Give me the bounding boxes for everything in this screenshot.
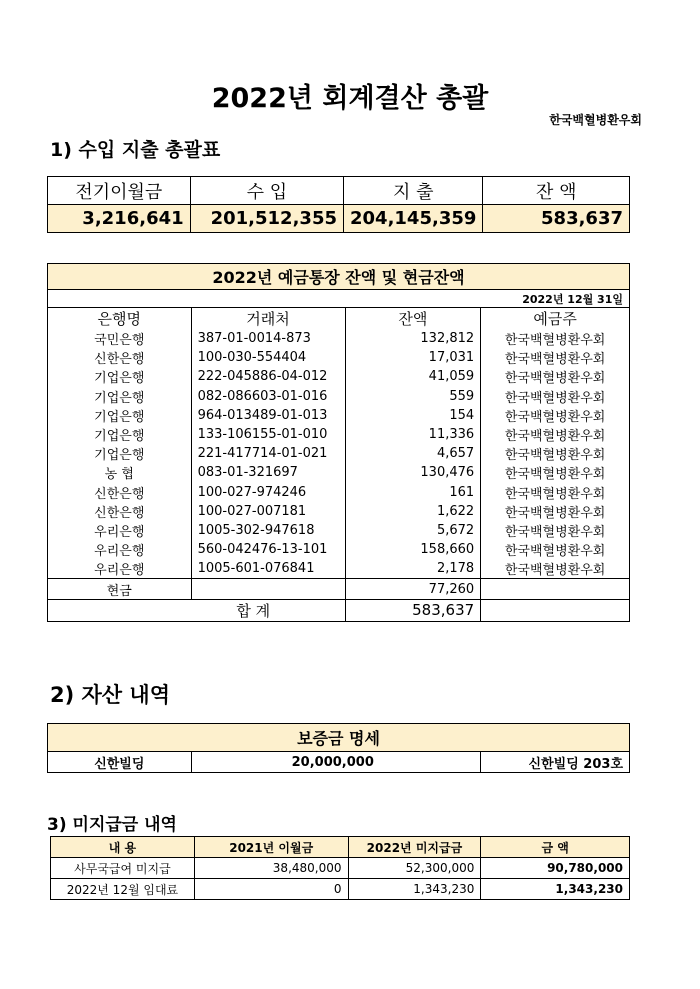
bank-row <box>48 559 630 579</box>
unpaid-desc: 사무국급여 미지급 <box>51 858 195 879</box>
cash-value: 77,260 <box>345 579 481 599</box>
bank-account: 083-01-321697 <box>191 463 345 482</box>
summary-value-row <box>48 205 630 233</box>
deposit-title: 보증금 명세 <box>48 724 630 752</box>
bank-balance: 11,336 <box>345 425 481 444</box>
bank-account: 100-027-007181 <box>191 502 345 521</box>
header-balance: 잔 액 <box>483 177 630 205</box>
bank-holder: 한국백혈병환우회 <box>481 559 630 579</box>
unpaid-header-desc: 내 용 <box>51 837 195 858</box>
bank-header-holder: 예금주 <box>481 308 630 330</box>
bank-holder: 한국백혈병환우회 <box>481 425 630 444</box>
bank-account: 100-030-554404 <box>191 348 345 367</box>
bank-table-title: 2022년 예금통장 잔액 및 현금잔액 <box>48 264 630 290</box>
value-income: 201,512,355 <box>190 205 343 233</box>
header-income: 수 입 <box>190 177 343 205</box>
bank-name: 신한은행 <box>48 348 192 367</box>
deposit-note: 신한빌딩 203호 <box>481 752 630 773</box>
bank-holder: 한국백혈병환우회 <box>481 444 630 463</box>
bank-header-account: 거래처 <box>191 308 345 330</box>
organization-name: 한국백혈병환우회 <box>549 113 642 127</box>
bank-holder: 한국백혈병환우회 <box>481 387 630 406</box>
bank-account: 100-027-974246 <box>191 483 345 502</box>
bank-account: 560-042476-13-101 <box>191 540 345 559</box>
bank-balance: 2,178 <box>345 559 481 579</box>
bank-row <box>48 483 630 502</box>
bank-holder: 한국백혈병환우회 <box>481 502 630 521</box>
bank-account: 1005-302-947618 <box>191 521 345 540</box>
bank-balance: 17,031 <box>345 348 481 367</box>
bank-row <box>48 463 630 482</box>
bank-name: 신한은행 <box>48 502 192 521</box>
bank-balance: 158,660 <box>345 540 481 559</box>
unpaid-carry: 38,480,000 <box>194 858 348 879</box>
bank-balance: 161 <box>345 483 481 502</box>
bank-balance: 130,476 <box>345 463 481 482</box>
unpaid-row <box>51 879 630 900</box>
bank-table-date: 2022년 12월 31일 <box>48 290 630 308</box>
total-label: 합 계 <box>48 599 346 621</box>
deposit-table <box>47 723 630 773</box>
bank-name: 국민은행 <box>48 329 192 348</box>
deposit-row <box>48 752 630 773</box>
unpaid-row <box>51 858 630 879</box>
bank-name: 우리은행 <box>48 521 192 540</box>
bank-row <box>48 502 630 521</box>
bank-account: 1005-601-076841 <box>191 559 345 579</box>
bank-header-balance: 잔액 <box>345 308 481 330</box>
bank-account: 133-106155-01-010 <box>191 425 345 444</box>
bank-holder: 한국백혈병환우회 <box>481 348 630 367</box>
bank-balance: 132,812 <box>345 329 481 348</box>
bank-holder: 한국백혈병환우회 <box>481 463 630 482</box>
bank-name: 우리은행 <box>48 559 192 579</box>
total-row <box>48 599 630 621</box>
section3-heading: 3) 미지급금 내역 <box>47 815 177 835</box>
bank-balance: 154 <box>345 406 481 425</box>
bank-account: 387-01-0014-873 <box>191 329 345 348</box>
bank-holder: 한국백혈병환우회 <box>481 329 630 348</box>
bank-row <box>48 387 630 406</box>
unpaid-carry: 0 <box>194 879 348 900</box>
unpaid-unpaid: 52,300,000 <box>348 858 481 879</box>
unpaid-unpaid: 1,343,230 <box>348 879 481 900</box>
header-expense: 지 출 <box>344 177 483 205</box>
deposit-amount: 20,000,000 <box>191 752 481 773</box>
unpaid-table <box>50 836 630 900</box>
bank-row <box>48 348 630 367</box>
bank-balance: 559 <box>345 387 481 406</box>
bank-header-name: 은행명 <box>48 308 192 330</box>
value-balance: 583,637 <box>483 205 630 233</box>
bank-account: 964-013489-01-013 <box>191 406 345 425</box>
unpaid-header-amount: 금 액 <box>481 837 630 858</box>
section1-heading: 1) 수입 지출 총괄표 <box>50 139 221 161</box>
total-value: 583,637 <box>345 599 481 621</box>
summary-header-row <box>48 177 630 205</box>
header-carryover: 전기이월금 <box>48 177 191 205</box>
bank-account: 222-045886-04-012 <box>191 367 345 386</box>
cash-label: 현금 <box>48 579 192 599</box>
section2-heading: 2) 자산 내역 <box>50 683 170 707</box>
unpaid-header-row <box>51 837 630 858</box>
bank-balance: 4,657 <box>345 444 481 463</box>
bank-holder: 한국백혈병환우회 <box>481 540 630 559</box>
unpaid-header-carry: 2021년 이월금 <box>194 837 348 858</box>
bank-row <box>48 444 630 463</box>
bank-name: 기업은행 <box>48 425 192 444</box>
bank-name: 기업은행 <box>48 406 192 425</box>
bank-row <box>48 329 630 348</box>
deposit-name: 신한빌딩 <box>48 752 192 773</box>
unpaid-amount: 90,780,000 <box>481 858 630 879</box>
bank-holder: 한국백혈병환우회 <box>481 521 630 540</box>
bank-name: 기업은행 <box>48 387 192 406</box>
bank-balance: 41,059 <box>345 367 481 386</box>
bank-row <box>48 521 630 540</box>
unpaid-desc: 2022년 12월 임대료 <box>51 879 195 900</box>
bank-holder: 한국백혈병환우회 <box>481 406 630 425</box>
bank-holder: 한국백혈병환우회 <box>481 367 630 386</box>
bank-name: 우리은행 <box>48 540 192 559</box>
value-carryover: 3,216,641 <box>48 205 191 233</box>
bank-row <box>48 540 630 559</box>
cash-row <box>48 579 630 599</box>
bank-row <box>48 406 630 425</box>
bank-name: 신한은행 <box>48 483 192 502</box>
bank-row <box>48 367 630 386</box>
bank-account: 082-086603-01-016 <box>191 387 345 406</box>
bank-account: 221-417714-01-021 <box>191 444 345 463</box>
unpaid-header-unpaid: 2022년 미지급금 <box>348 837 481 858</box>
bank-row <box>48 425 630 444</box>
bank-header-row <box>48 308 630 330</box>
bank-balance-table <box>47 263 630 622</box>
page-title: 2022년 회계결산 총괄 <box>211 83 489 114</box>
unpaid-amount: 1,343,230 <box>481 879 630 900</box>
bank-balance: 1,622 <box>345 502 481 521</box>
bank-holder: 한국백혈병환우회 <box>481 483 630 502</box>
value-expense: 204,145,359 <box>344 205 483 233</box>
bank-name: 농 협 <box>48 463 192 482</box>
bank-balance: 5,672 <box>345 521 481 540</box>
summary-table <box>47 176 630 233</box>
bank-name: 기업은행 <box>48 444 192 463</box>
bank-name: 기업은행 <box>48 367 192 386</box>
